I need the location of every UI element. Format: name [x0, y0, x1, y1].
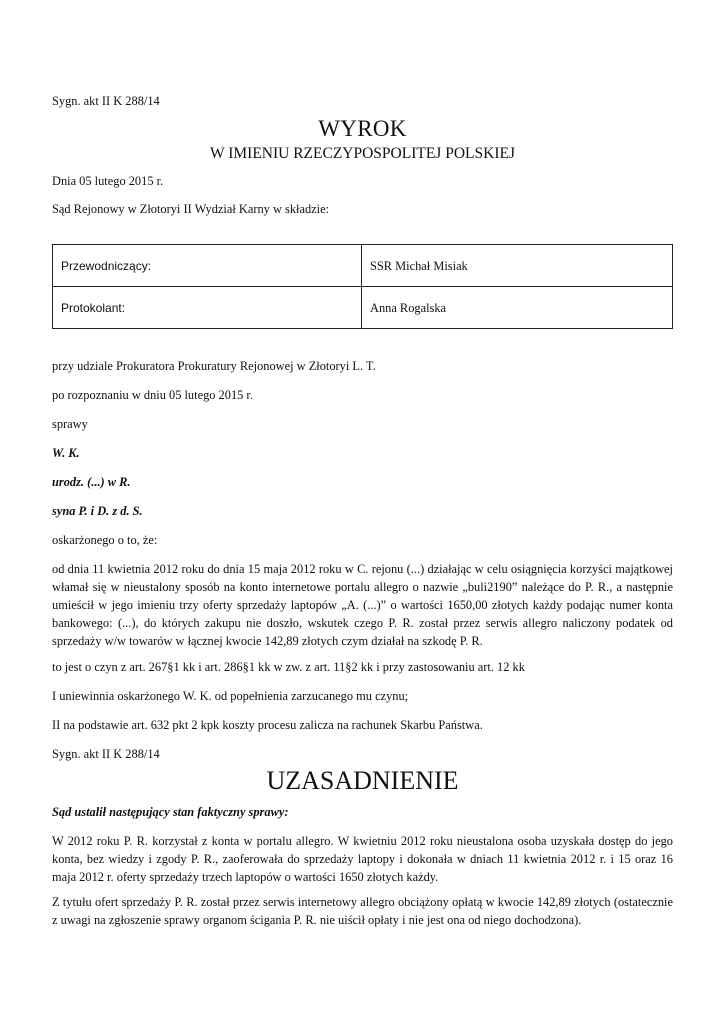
name-cell: SSR Michał Misiak	[362, 245, 673, 287]
case-signature-bottom: Sygn. akt II K 288/14	[52, 747, 160, 761]
case-signature-top: Sygn. akt II K 288/14	[52, 94, 160, 108]
verdict-acquittal: I uniewinnia oskarżonego W. K. od popełnienia zarzucanego mu czynu;	[52, 689, 409, 703]
offense-line: to jest o czyn z art. 267§1 kk i art. 286§1 kk w zw. z art. 11§2 kk i przy zastosowaniu art. 12 kk	[52, 660, 525, 674]
facts-heading: Sąd ustalił następujący stan faktyczny sprawy:	[52, 805, 289, 819]
court-line: Sąd Rejonowy w Złotoryi II Wydział Karny w składzie:	[52, 202, 330, 216]
charged-line: oskarżonego o to, że:	[52, 533, 158, 547]
justification-title: UZASADNIENIE	[266, 766, 459, 795]
hearing-line: po rozpoznaniu w dniu 05 lutego 2015 r.	[52, 388, 253, 402]
document-title: WYROK	[318, 116, 407, 141]
table-row	[53, 245, 673, 287]
court-composition-table	[52, 244, 673, 329]
defendant-parents: syna P. i D. z d. S.	[52, 504, 143, 518]
defendant-birth: urodz. (...) w R.	[52, 475, 131, 489]
name-cell: Anna Rogalska	[362, 287, 673, 329]
judgment-date: Dnia 05 lutego 2015 r.	[52, 174, 164, 188]
verdict-costs: II na podstawie art. 632 pkt 2 kpk koszty procesu zalicza na rachunek Skarbu Państwa.	[52, 718, 483, 732]
facts-paragraph: W 2012 roku P. R. korzystał z konta w portalu allegro. W kwietniu 2012 roku nieustalona osoba uzyskała dostęp do jego konta, bez wiedzy i zgody P. R., zaoferowała do sprzedaży laptopy i dokonała w dniach 11 kwietnia 2012 r. i 15 oraz 16 maja 2012 r. oferty sprzedaży trzech laptopów o wartości 1650 złotych każdy.	[52, 834, 673, 884]
table-row	[53, 287, 673, 329]
role-cell: Przewodniczący:	[53, 245, 362, 287]
document-subtitle: W IMIENIU RZECZYPOSPOLITEJ POLSKIEJ	[210, 145, 515, 162]
defendant-name: W. K.	[52, 446, 80, 460]
charge-text: od dnia 11 kwietnia 2012 roku do dnia 15 maja 2012 roku w C. rejonu (...) działając w celu osiągnięcia korzyści majątkowej włamał się w nieustalony sposób na konto internetowe portalu allegro o nazwie „buli2190” należące do P. R., a następnie umieścił w jego imieniu trzy oferty sprzedaży laptopów „A. (...)” o wartości 1650,00 złotych każdy podając numer konta bankowego: (...), do których zakupu nie doszło, wskutek czego P. R. został przez serwis allegro naliczony podatek od sprzedaży w/w towarów w łącznej kwocie 142,89 złotych czym działał na szkodę P. R.	[52, 562, 673, 648]
facts-paragraph: Z tytułu ofert sprzedaży P. R. został przez serwis internetowy allegro obciążony opłatą w kwocie 142,89 złotych (ostatecznie z uwagi na zgłoszenie sprawy organom ścigania P. R. nie uiścił opłaty i nie jest ona od niego dochodzona).	[52, 895, 673, 927]
role-cell: Protokolant:	[53, 287, 362, 329]
prosecutor-line: przy udziale Prokuratora Prokuratury Rejonowej w Złotoryi L. T.	[52, 359, 376, 373]
case-word: sprawy	[52, 417, 88, 431]
